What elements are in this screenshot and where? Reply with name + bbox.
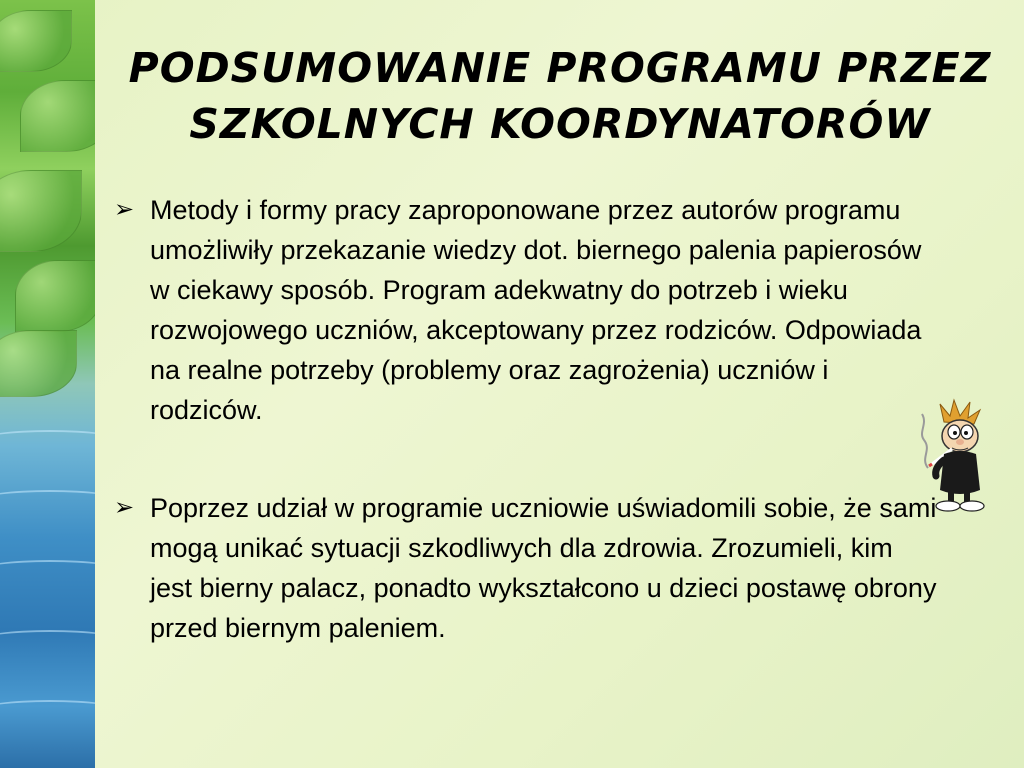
leaf-decoration	[0, 170, 82, 252]
leaf-decoration	[15, 260, 95, 332]
bullet-arrow-icon: ➢	[114, 494, 135, 521]
bullet-text: Metody i formy pracy zaproponowane przez autorów programu umożliwiły przekazanie wiedzy dot. biernego palenia papierosów w ciekawy sposób. Program adekwatny do potrzeb i wieku rozwojowego uczniów, akceptowany przez rodziców. Odpowiada na realne potrzeby (problemy oraz zagrożenia) uczniów i rodziców.	[150, 195, 922, 425]
decorative-nature-strip	[0, 0, 95, 768]
leaf-decoration	[0, 330, 77, 397]
smoking-cartoon-character-icon	[918, 398, 994, 514]
slide-title-line: SZKOLNYCH KOORDYNATORÓW	[189, 100, 931, 148]
bullet-text: Poprzez udział w programie uczniowie uświadomili sobie, że sami mogą unikać sytuacji szkodliwych dla zdrowia. Zrozumieli, kim jest bierny palacz, ponadto wykształcono u dzieci postawę obrony przed biernym paleniem.	[150, 493, 937, 643]
water-ripple	[0, 430, 95, 450]
bullet-list	[112, 190, 942, 706]
water-ripple	[0, 490, 95, 510]
bullet-item	[112, 190, 942, 430]
leaf-decoration	[0, 10, 72, 72]
leaf-decoration	[20, 80, 95, 152]
slide-title-line: PODSUMOWANIE PROGRAMU PRZEZ	[128, 44, 992, 92]
bullet-item	[112, 488, 942, 648]
water-ripple	[0, 560, 95, 580]
slide-title	[110, 40, 1010, 152]
water-ripple	[0, 700, 95, 720]
water-ripple	[0, 630, 95, 650]
bullet-arrow-icon: ➢	[114, 196, 135, 223]
